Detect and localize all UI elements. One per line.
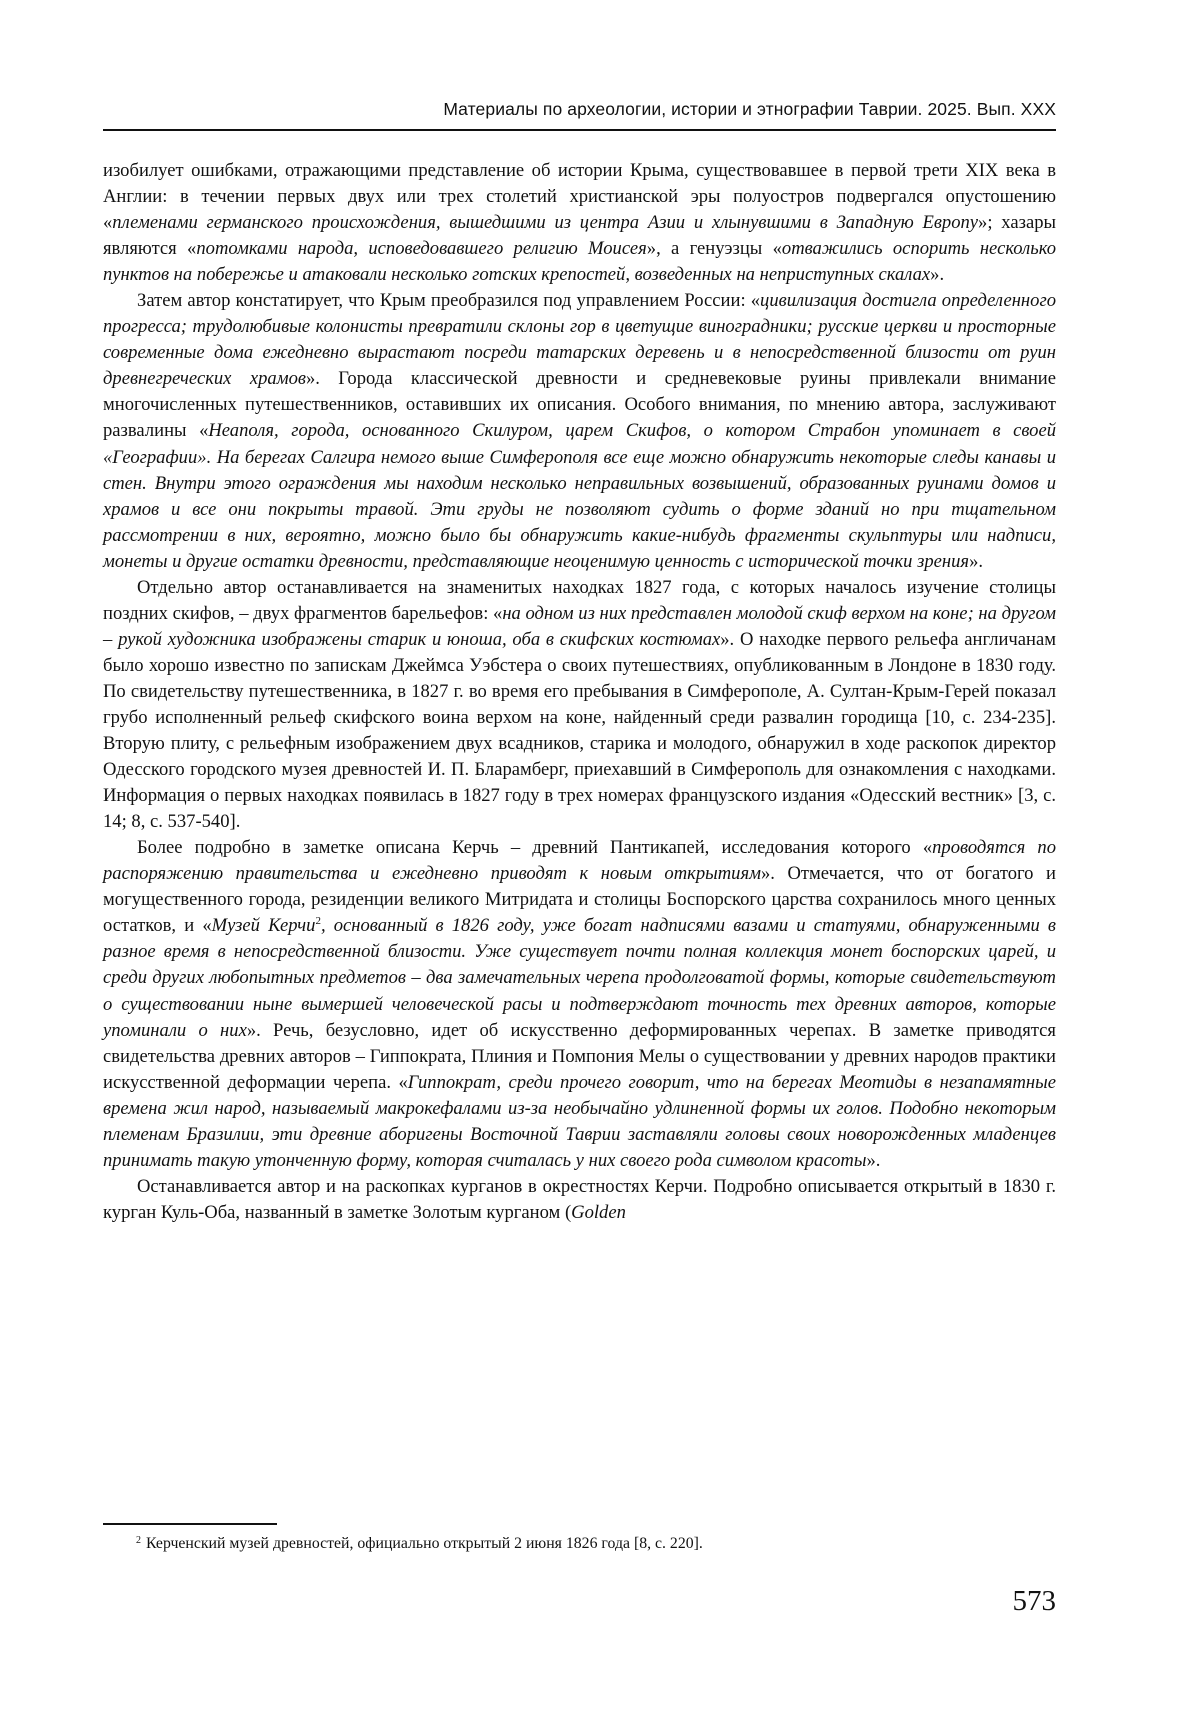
italic-quote: проводятся по распоряжению правительства и ежедневно приводят к новым открытиям <box>103 837 1056 885</box>
text-run: »; хазары являются « <box>103 212 1056 260</box>
italic-quote: потомками народа, исповедовавшего религию Моисея <box>196 238 647 260</box>
page-number: 573 <box>1012 1585 1056 1617</box>
italic-quote: цивилизация достигла определенного прогресса; трудолюбивые колонисты превратили склоны гор в цветущие виноградники; русские церкви и просторные современные дома ежедневно вырастают посреди татарских деревень и в непосредственной близости от руин древнегреческих храмов <box>103 290 1056 390</box>
text-run: Останавливается автор и на раскопках курганов в окрестностях Керчи. Подробно описывается открытый в 1830 г. курган Куль-Оба, названный в заметке Золотым курганом ( <box>103 1175 1056 1223</box>
italic-quote: отважились оспорить несколько пунктов на побережье и атаковали несколько готских крепостей, возведенных на неприступных скалах <box>103 238 1057 286</box>
italic-quote: Музей Керчи <box>211 915 316 937</box>
article-body <box>103 158 1056 1226</box>
paragraph <box>103 288 1056 575</box>
text-run: ». Речь, безусловно, идет об искусственно деформированных черепах. В заметке приводятся свидетельства древних авторов – Гиппократа, Плиния и Помпония Мелы о существовании у древних народов практики искусственной деформации черепа. « <box>103 1019 1056 1093</box>
text-run: ». О находке первого рельефа англичанам было хорошо известно по запискам Джеймса Уэбстера о своих путешествиях, опубликованным в Лондоне в 1830 году. По свидетельству путешественника, в 1827 г. во время его пребывания в Симферополе, А. Султан-Крым-Герей показал грубо исполненный рельеф скифского воина верхом на коне, найденный среди развалин городища [10, с. 234-235]. Вторую плиту, с рельефным изображением двух всадников, старика и молодого, обнаружил в ходе раскопок директор Одесского городского музея древностей И. П. Бларамберг, приехавший в Симферополь для ознакомления с находками. Информация о первых находках появилась в 1827 году в трех номерах французского издания «Одесский вестник» [3, с. 14; 8, с. 537-540]. <box>103 628 1056 833</box>
italic-quote: племенами германского происхождения, вышедшими из центра Азии и хлынувшими в Западную Европу <box>112 212 979 234</box>
footnote-number: 2 <box>136 1535 141 1546</box>
running-header: Материалы по археологии, истории и этнографии Таврии. 2025. Вып. XXX <box>443 99 1056 119</box>
text-run: Затем автор констатирует, что Крым преобразился под управлением России: « <box>137 290 761 312</box>
paragraph <box>103 1174 1056 1226</box>
italic-quote: Гиппократ, среди прочего говорит, что на берегах Меотиды в незапамятные времена жил народ, называемый макрокефалами из-за необычайно удлиненной формы их голов. Подобно некоторым племенам Бразилии, эти древние аборигены Восточной Таврии заставляли головы своих новорожденных младенцев принимать такую утонченную форму, которая считалась у них своего рода символом красоты <box>103 1071 1056 1171</box>
text-run: ». <box>866 1149 881 1171</box>
paragraph <box>103 835 1056 1174</box>
text-run: изобилует ошибками, отражающими представление об истории Крыма, существовавшее в первой трети XIX века в Англии: в течении первых двух или трех столетий христианской эры полуостров подвергался опустошению « <box>103 160 1056 234</box>
footnote <box>136 1531 1056 1554</box>
text-run: Отдельно автор останавливается на знаменитых находках 1827 года, с которых началось изучение столицы поздних скифов, – двух фрагментов барельефов: « <box>103 576 1056 624</box>
italic-quote: , основанный в 1826 году, уже богат надписями вазами и статуями, обнаруженными в разное время в непосредственной близости. Уже существует почти полная коллекция монет боспорских царей, и среди других любопытных предметов – два замечательных черепа продолговатой формы, которые свидетельствуют о существовании ныне вымершей человеческой расы и подтверждают точность тех древних авторов, которые упоминали о них <box>103 915 1056 1041</box>
text-run: ». <box>930 264 945 286</box>
text-run: ». Отмечается, что от богатого и могущественного города, резиденции великого Митридата и столицы Боспорского царства сохранилось много ценных остатков, и « <box>103 863 1056 937</box>
paragraph <box>103 158 1056 288</box>
italic-quote: Неаполя, города, основанного Скилуром, царем Скифов, о котором Страбон упоминает в своей «Географии». На берегах Салгира немого выше Симферополя все еще можно обнаружить некоторые следы канавы и стен. Внутри этого ограждения мы находим несколько неправильных возвышений, образованных руинами домов и храмов и все они покрыты травой. Эти груды не позволяют судить о форме зданий но при тщательном рассмотрении в них, вероятно, можно было бы обнаружить какие-нибудь фрагменты скульптуры или надписи, монеты и другие остатки древности, представляющие неоценимую ценность с исторической точки зрения <box>103 420 1056 572</box>
text-run: », а генуэзцы « <box>646 238 782 260</box>
italic-quote: на одном из них представлен молодой скиф верхом на коне; на другом – рукой художника изображены старик и юноша, оба в скифских костюмах <box>103 602 1056 650</box>
text-run: ». Города классической древности и средневековые руины привлекали внимание многочисленных путешественников, оставивших их описания. Особого внимания, по мнению автора, заслуживают развалины « <box>103 368 1056 442</box>
paragraph <box>103 575 1056 835</box>
footnote-rule <box>103 1523 277 1525</box>
text-run: Более подробно в заметке описана Керчь – древний Пантикапей, исследования которого « <box>137 837 933 859</box>
header-rule <box>103 129 1056 131</box>
text-run: ». <box>969 550 984 572</box>
italic-quote: Golden <box>571 1201 626 1223</box>
footnote-text: Керченский музей древностей, официально открытый 2 июня 1826 года [8, с. 220]. <box>146 1535 703 1552</box>
footnote-ref: 2 <box>315 915 321 928</box>
